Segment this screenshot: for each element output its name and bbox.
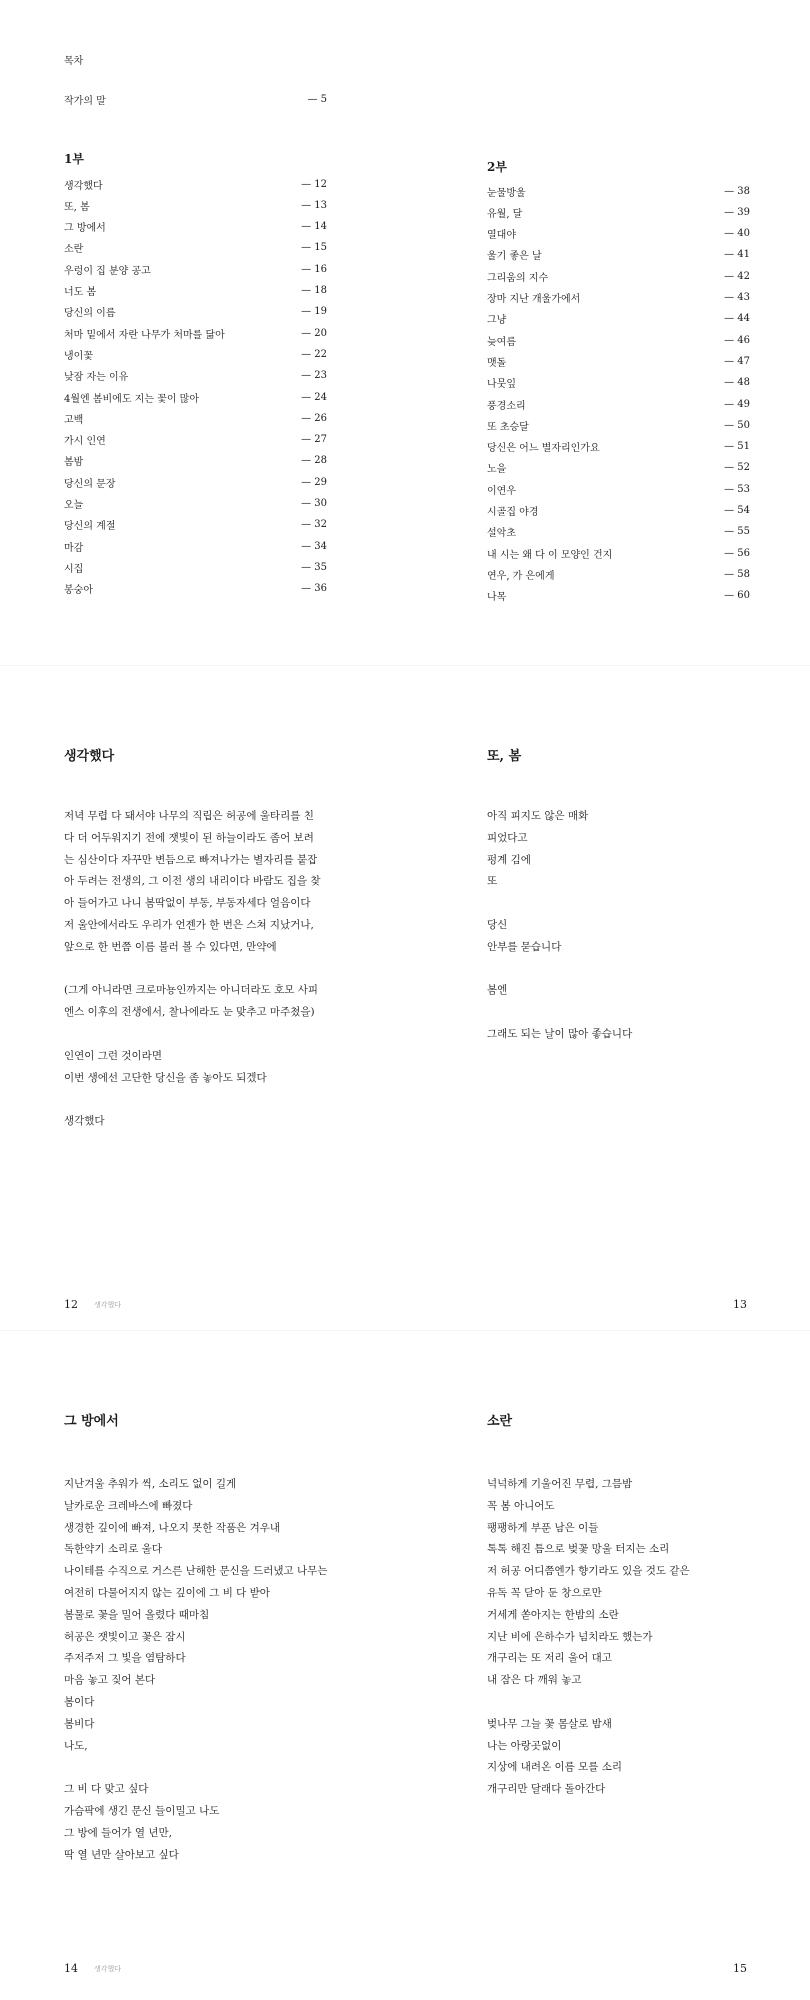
toc-entry-row xyxy=(64,537,327,555)
toc-entry-title: 이연우 xyxy=(487,485,516,497)
toc-entry-page: — 5 xyxy=(307,93,327,105)
page-number: 12 xyxy=(64,1298,78,1311)
toc-entry-title: 그리움의 지수 xyxy=(487,272,549,284)
toc-entry-title: 설악초 xyxy=(487,528,516,540)
toc-entry-page: — 15 xyxy=(301,242,327,254)
toc-entry-title: 작가의 말 xyxy=(64,95,106,107)
toc-entry-row xyxy=(487,289,750,307)
toc-heading: 목차 xyxy=(64,56,84,67)
toc-entry-title: 냉이꽃 xyxy=(64,350,93,362)
toc-entry-page: — 22 xyxy=(301,348,327,360)
page-divider xyxy=(0,1330,810,1331)
toc-entry-title: 봉숭아 xyxy=(64,585,93,597)
toc-entry-row xyxy=(64,239,327,257)
toc-entry-title: 고백 xyxy=(64,414,84,426)
toc-entry-row xyxy=(64,388,327,406)
toc-entry-title: 또 초승달 xyxy=(487,421,529,433)
toc-entry-title: 당신의 문장 xyxy=(64,478,116,490)
poem-line: 딱 열 년만 살아보고 싶다 xyxy=(64,1848,179,1861)
toc-entry-page: — 28 xyxy=(301,455,327,467)
toc-entry-page: — 40 xyxy=(724,228,750,240)
poem-line: 봄물로 꽃을 밀어 올렸다 때마침 xyxy=(64,1608,210,1621)
toc-entry-row xyxy=(64,367,327,385)
toc-entry-title: 4월엔 봄비에도 지는 꽃이 많아 xyxy=(64,393,199,405)
poem-line: 꼭 봄 아니어도 xyxy=(487,1499,555,1512)
toc-entry-page: — 52 xyxy=(724,462,750,474)
toc-entry-page: — 46 xyxy=(724,334,750,346)
poem-line: 날카로운 크레바스에 빠졌다 xyxy=(64,1499,193,1512)
poem-line: 봄이다 xyxy=(64,1696,95,1708)
poem-line: 지상에 내려온 이름 모를 소리 xyxy=(487,1761,623,1774)
toc-entry-title: 또, 봄 xyxy=(64,201,90,213)
poem-line: 유독 꼭 닫아 둔 창으로만 xyxy=(487,1587,602,1599)
toc-entry-page: — 30 xyxy=(301,498,327,509)
toc-entry-row xyxy=(487,544,750,562)
poem-line: 는 심산이다 자꾸만 변듬으로 빠져나가는 별자리를 붙잡 xyxy=(64,853,318,866)
toc-entry-row xyxy=(487,331,750,349)
toc-entry-page: — 54 xyxy=(724,505,750,516)
toc-entry-title: 열대야 xyxy=(487,230,516,242)
poem-line: 생각했다 xyxy=(64,1115,105,1128)
toc-entry-title: 생각했다 xyxy=(64,180,103,192)
poem-line: 나도, xyxy=(64,1739,88,1752)
poem-line: 봄엔 xyxy=(487,984,508,997)
toc-entry-title: 너도 봄 xyxy=(64,287,97,298)
toc-entry-page: — 13 xyxy=(301,199,327,211)
page-number: 15 xyxy=(733,1962,747,1975)
toc-entry-row xyxy=(64,260,327,278)
toc-entry-title: 노을 xyxy=(487,464,507,476)
toc-entry-page: — 14 xyxy=(301,221,327,233)
poem-line: 생경한 깊이에 빠져, 나오지 못한 작품은 겨우내 xyxy=(64,1521,281,1534)
toc-entry-row xyxy=(64,324,327,342)
toc-entry-row xyxy=(64,516,327,534)
toc-entry-title: 소란 xyxy=(64,244,84,256)
toc-part1-label: 1부 xyxy=(64,152,84,166)
toc-entry-row xyxy=(64,558,327,576)
toc-entry-title: 연우, 가 은에게 xyxy=(487,570,555,582)
toc-entry-row xyxy=(64,175,327,193)
page-divider xyxy=(0,665,810,666)
toc-entry-row xyxy=(487,395,750,413)
poem-title: 또, 봄 xyxy=(487,749,522,764)
toc-entry-row xyxy=(64,303,327,321)
toc-entry-row xyxy=(487,565,750,583)
page-number: 14 xyxy=(64,1962,78,1975)
toc-entry-page: — 26 xyxy=(301,412,327,424)
poem-line: 허공은 잿빛이고 꽃은 잠시 xyxy=(64,1630,186,1643)
poem-line: 지난겨울 추워가 씩, 소리도 없이 길게 xyxy=(64,1478,237,1490)
poem-line: 여전히 다물어지지 않는 깊이에 그 비 다 받아 xyxy=(64,1587,270,1599)
toc-entry-page: — 29 xyxy=(301,476,327,488)
poem-line: 또 xyxy=(487,875,498,888)
toc-entry-page: — 32 xyxy=(301,519,327,531)
toc-entry-title: 당신의 이름 xyxy=(64,308,116,320)
toc-entry-row xyxy=(64,580,327,598)
poem-line: 그 방에 들어가 열 년만, xyxy=(64,1826,172,1839)
toc-entry-row xyxy=(487,182,750,200)
toc-entry-row xyxy=(64,409,327,427)
toc-entry-title: 나목 xyxy=(487,592,507,604)
toc-entry-row xyxy=(487,246,750,264)
poem-line: 주저주저 그 빛을 염탐하다 xyxy=(64,1652,186,1665)
toc-entry-row xyxy=(487,523,750,541)
toc-entry-title: 봄밤 xyxy=(64,457,84,469)
toc-entry-title: 오늘 xyxy=(64,500,84,511)
toc-entry-row xyxy=(487,374,750,392)
poem-line: 가슴팍에 생긴 문신 들이밀고 나도 xyxy=(64,1805,220,1817)
poem-line: 나는 아랑곳없이 xyxy=(487,1739,562,1752)
poem-line: 팽팽하게 부푼 남은 이들 xyxy=(487,1521,599,1534)
toc-entry-page: — 19 xyxy=(301,306,327,318)
poem-line: 저 허공 어디쯤엔가 향기라도 있을 것도 같은 xyxy=(487,1565,690,1578)
toc-entry-row xyxy=(487,438,750,456)
toc-entry-row xyxy=(487,502,750,520)
toc-entry-title: 눈물방울 xyxy=(487,187,526,199)
toc-entry-row xyxy=(487,480,750,498)
toc-preface-row xyxy=(64,90,327,108)
toc-entry-title: 풍경소리 xyxy=(487,400,526,412)
toc-entry-page: — 56 xyxy=(724,547,750,559)
toc-entry-page: — 41 xyxy=(724,249,750,261)
toc-entry-page: — 38 xyxy=(724,185,750,197)
poem-line: 나이테를 수직으로 거스른 난해한 문신을 드러냈고 나무는 xyxy=(64,1565,328,1578)
toc-entry-title: 가시 인연 xyxy=(64,436,106,448)
toc-entry-page: — 58 xyxy=(724,568,750,580)
poem-line: 피었다고 xyxy=(487,831,528,844)
poem-line: 거세게 쏟아지는 한밤의 소란 xyxy=(487,1608,619,1621)
toc-entry-row xyxy=(487,225,750,243)
toc-entry-row xyxy=(487,352,750,370)
toc-entry-title: 우렁이 집 분양 공고 xyxy=(64,265,151,277)
toc-entry-row xyxy=(487,203,750,221)
poem-line: 당신 xyxy=(487,919,508,931)
poem-line: 벚나무 그늘 꽃 몸살로 밤새 xyxy=(487,1717,612,1730)
toc-entry-page: — 44 xyxy=(724,313,750,325)
poem-title: 생각했다 xyxy=(64,749,115,764)
toc-entry-page: — 50 xyxy=(724,419,750,431)
toc-entry-page: — 35 xyxy=(301,561,327,573)
toc-entry-page: — 12 xyxy=(301,178,327,190)
poem-line: 인연이 그런 것이라면 xyxy=(64,1049,162,1062)
toc-entry-row xyxy=(64,431,327,449)
poem-line: 톡톡 해진 틈으로 벚꽃 망울 터지는 소리 xyxy=(487,1543,670,1556)
toc-entry-title: 낮잠 자는 이유 xyxy=(64,372,129,384)
toc-entry-page: — 23 xyxy=(301,370,327,382)
toc-entry-row xyxy=(487,587,750,605)
poem-line: (그게 아니라면 크로마뇽인까지는 아니더라도 호모 사피 xyxy=(64,984,319,997)
poem-line: 개구리만 달래다 돌아간다 xyxy=(487,1783,606,1796)
toc-part2-label: 2부 xyxy=(487,160,507,174)
poem-line: 그래도 되는 날이 많아 좋습니다 xyxy=(487,1028,633,1040)
toc-entry-page: — 51 xyxy=(724,441,750,453)
toc-entry-row xyxy=(64,452,327,470)
toc-entry-title: 나뭇잎 xyxy=(487,379,516,391)
poem-line: 독한약기 소리로 울다 xyxy=(64,1543,162,1556)
toc-entry-page: — 34 xyxy=(301,540,327,552)
toc-entry-row xyxy=(487,310,750,328)
toc-entry-page: — 48 xyxy=(724,377,750,389)
toc-entry-title: 내 시는 왜 다 이 모양인 건지 xyxy=(487,549,613,561)
toc-entry-title: 시집 xyxy=(64,563,84,575)
toc-entry-title: 울기 좋은 날 xyxy=(487,251,542,263)
toc-entry-title: 장마 지난 개울가에서 xyxy=(487,294,581,305)
toc-entry-row xyxy=(487,267,750,285)
toc-entry-title: 그냥 xyxy=(487,315,507,327)
poem-line: 넉넉하게 기울어진 무렵, 그믐밤 xyxy=(487,1478,633,1490)
toc-entry-row xyxy=(64,196,327,214)
toc-entry-title: 시골집 야경 xyxy=(487,507,539,518)
poem-line: 저 울안에서라도 우리가 언젠가 한 번은 스쳐 지났거나, xyxy=(64,919,314,931)
toc-entry-title: 유월, 달 xyxy=(487,208,523,220)
toc-entry-page: — 55 xyxy=(724,526,750,538)
toc-entry-page: — 49 xyxy=(724,398,750,410)
toc-entry-title: 맷돌 xyxy=(487,357,507,369)
toc-entry-page: — 16 xyxy=(301,263,327,275)
toc-entry-page: — 39 xyxy=(724,206,750,218)
poem-line: 마음 놓고 짖어 본다 xyxy=(64,1674,156,1687)
toc-entry-page: — 18 xyxy=(301,285,327,296)
poem-title: 소란 xyxy=(487,1414,513,1429)
poem-line: 이번 생에선 고단한 당신을 좀 놓아도 되겠다 xyxy=(64,1071,267,1084)
toc-entry-title: 처마 밑에서 자란 나무가 처마를 닮아 xyxy=(64,329,225,341)
poem-line: 개구리는 또 저리 울어 대고 xyxy=(487,1652,612,1665)
toc-entry-page: — 36 xyxy=(301,583,327,595)
toc-entry-page: — 24 xyxy=(301,391,327,403)
toc-entry-title: 당신은 어느 별자리인가요 xyxy=(487,443,600,455)
poem-line: 내 잠은 다 깨워 놓고 xyxy=(487,1674,582,1687)
page-number: 13 xyxy=(733,1298,747,1311)
toc-entry-row xyxy=(64,218,327,236)
running-title: 생각했다 xyxy=(94,1965,122,1973)
poem-line: 아 두려는 전생의, 그 이전 생의 내리이다 바람도 집을 찾 xyxy=(64,875,321,888)
poem-line: 안부를 묻습니다 xyxy=(487,940,562,953)
poem-line: 다 더 어두워지기 전에 잿빛이 된 하늘이라도 좀어 보려 xyxy=(64,831,314,844)
toc-entry-row xyxy=(64,282,327,300)
poem-line: 앞으로 한 번쯤 이름 불러 볼 수 있다면, 만약에 xyxy=(64,940,277,953)
poem-line: 지난 비에 은하수가 넘치라도 했는가 xyxy=(487,1630,653,1643)
poem-line: 봄비다 xyxy=(64,1717,95,1730)
toc-entry-page: — 20 xyxy=(301,327,327,339)
poem-line: 아 들어가고 나니 봄딱없이 부동, 부동자세다 얼음이다 xyxy=(64,897,311,910)
toc-entry-page: — 43 xyxy=(724,292,750,303)
poem-line: 그 비 다 맞고 싶다 xyxy=(64,1783,149,1796)
poem-line: 아직 피지도 않은 매화 xyxy=(487,810,589,822)
toc-entry-title: 늦여름 xyxy=(487,336,516,348)
toc-entry-page: — 42 xyxy=(724,270,750,282)
toc-entry-page: — 53 xyxy=(724,483,750,495)
toc-entry-page: — 27 xyxy=(301,434,327,446)
running-title: 생각했다 xyxy=(94,1301,122,1309)
toc-entry-title: 당신의 계절 xyxy=(64,521,116,533)
toc-entry-row xyxy=(64,473,327,491)
toc-entry-row xyxy=(487,416,750,434)
poem-title: 그 방에서 xyxy=(64,1414,119,1429)
toc-entry-title: 그 방에서 xyxy=(64,223,106,235)
poem-line: 펑계 김에 xyxy=(487,853,531,866)
poem-line: 저녁 무렵 다 돼서야 나무의 직립은 허공에 울타리를 친 xyxy=(64,810,314,822)
toc-entry-row xyxy=(64,345,327,363)
toc-entry-row xyxy=(64,495,327,513)
toc-entry-title: 마감 xyxy=(64,542,84,554)
toc-entry-page: — 47 xyxy=(724,355,750,367)
poem-line: 엔스 이후의 전생에서, 찰나에라도 눈 맞추고 마주쳤을) xyxy=(64,1006,315,1019)
toc-entry-row xyxy=(487,459,750,477)
toc-entry-page: — 60 xyxy=(724,590,750,602)
